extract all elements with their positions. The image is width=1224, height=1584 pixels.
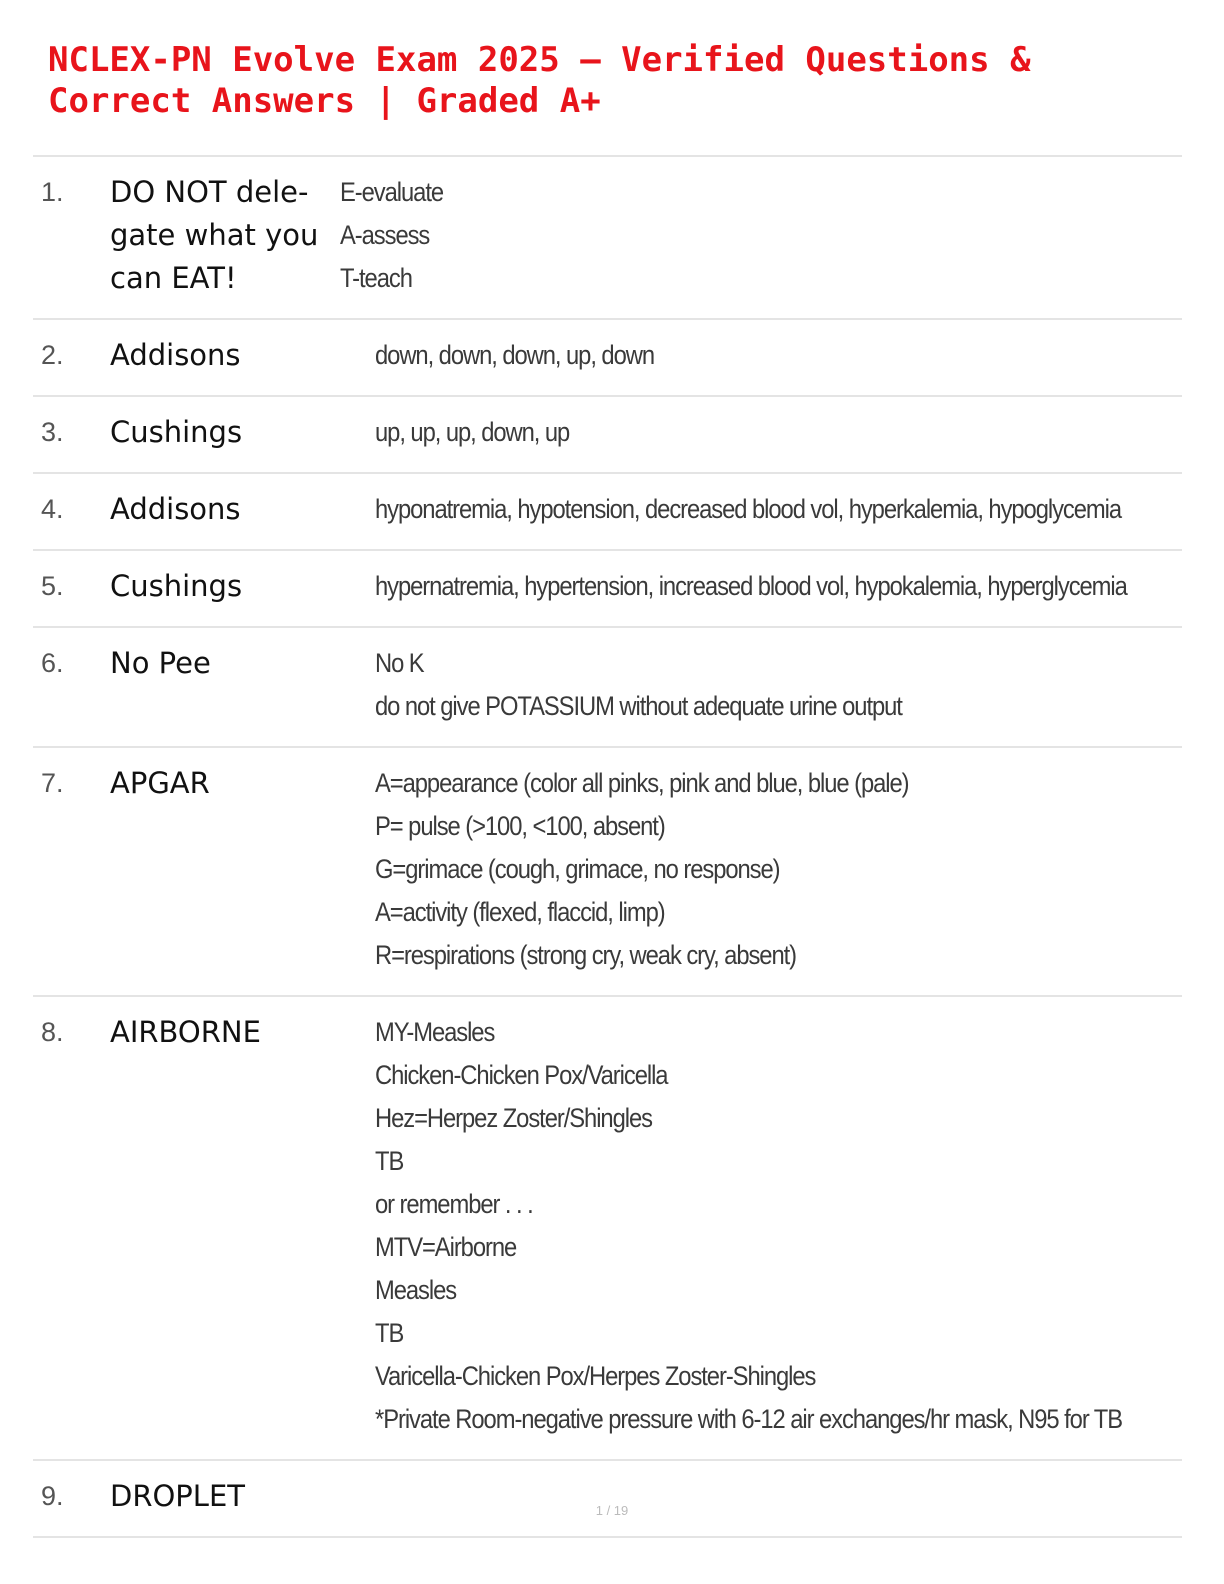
card-number: 6. [41, 648, 64, 678]
card-definition [375, 488, 1121, 531]
card-definition [375, 411, 1085, 454]
card-definition [375, 642, 1085, 728]
card-term: Cushings [110, 569, 243, 603]
card-number: 7. [41, 768, 64, 798]
page-number: 1 / 19 [595, 1503, 629, 1518]
definition-line: do not give POTASSIUM without adequate urine output [375, 691, 902, 721]
definition-line: or remember . . . [375, 1189, 533, 1219]
definition-line: P= pulse (>100, <100, absent) [375, 811, 665, 841]
definition-line: TB [375, 1318, 404, 1348]
definition-line: A=appearance (color all pinks, pink and blue, blue (pale) [375, 768, 909, 798]
card-term: Cushings [110, 415, 243, 449]
definition-line: R=respirations (strong cry, weak cry, absent) [375, 940, 797, 970]
definition-line: G=grimace (cough, grimace, no response) [375, 854, 780, 884]
flashcard-list [33, 155, 1182, 1538]
card-definition [340, 171, 1081, 300]
definition-line: Measles [375, 1275, 457, 1305]
flashcard-row [33, 157, 1182, 320]
definition-line: MTV=Airborne [375, 1232, 517, 1262]
card-term: AIRBORNE [110, 1015, 261, 1049]
flashcard-row [33, 997, 1182, 1461]
definition-line: No K [375, 648, 424, 678]
definition-line: MY-Measles [375, 1017, 495, 1047]
definition-line: Hez=Herpez Zoster/Shingles [375, 1103, 652, 1133]
card-number: 1. [41, 177, 64, 207]
flashcard-row [33, 748, 1182, 997]
definition-line: down, down, down, up, down [375, 340, 655, 370]
flashcard-row [33, 474, 1182, 551]
definition-line: Varicella-Chicken Pox/Herpes Zoster-Shingles [375, 1361, 816, 1391]
card-definition [375, 762, 1085, 977]
card-term: APGAR [110, 766, 210, 800]
definition-line: E-evaluate [340, 177, 444, 207]
definition-line: Chicken-Chicken Pox/Varicella [375, 1060, 668, 1090]
flashcard-row [33, 628, 1182, 748]
definition-line: TB [375, 1146, 404, 1176]
definition-line: A-assess [340, 220, 430, 250]
card-number: 5. [41, 571, 64, 601]
definition-line: hypernatremia, hypertension, increased blood vol, hypokalemia, hyperglycemia [375, 571, 1127, 601]
definition-line: *Private Room-negative pressure with 6-12 air exchanges/hr mask, N95 for TB [375, 1404, 1123, 1434]
flashcard-row [33, 551, 1182, 628]
flashcard-row [33, 397, 1182, 474]
card-number: 3. [41, 417, 64, 447]
card-number: 9. [41, 1481, 64, 1511]
flashcard-row [33, 320, 1182, 397]
card-term: No Pee [110, 646, 211, 680]
card-number: 2. [41, 340, 64, 370]
card-number: 8. [41, 1017, 64, 1047]
definition-line: T-teach [340, 263, 412, 293]
card-definition [375, 565, 1127, 608]
flashcard-row [33, 1461, 1182, 1538]
definition-line: up, up, up, down, up [375, 417, 570, 447]
card-term: Addisons [110, 338, 241, 372]
card-definition [375, 334, 1085, 377]
card-term: DO NOT dele- gate what you can EAT! [110, 175, 319, 295]
card-term: DROPLET [110, 1479, 245, 1513]
document-title: NCLEX-PN Evolve Exam 2025 – Verified Questions & Correct Answers | Graded A+ [48, 40, 1031, 121]
card-number: 4. [41, 494, 64, 524]
definition-line: hyponatremia, hypotension, decreased blood vol, hyperkalemia, hypoglycemia [375, 494, 1122, 524]
card-definition [375, 1011, 1122, 1441]
definition-line: A=activity (flexed, flaccid, limp) [375, 897, 665, 927]
card-term: Addisons [110, 492, 241, 526]
